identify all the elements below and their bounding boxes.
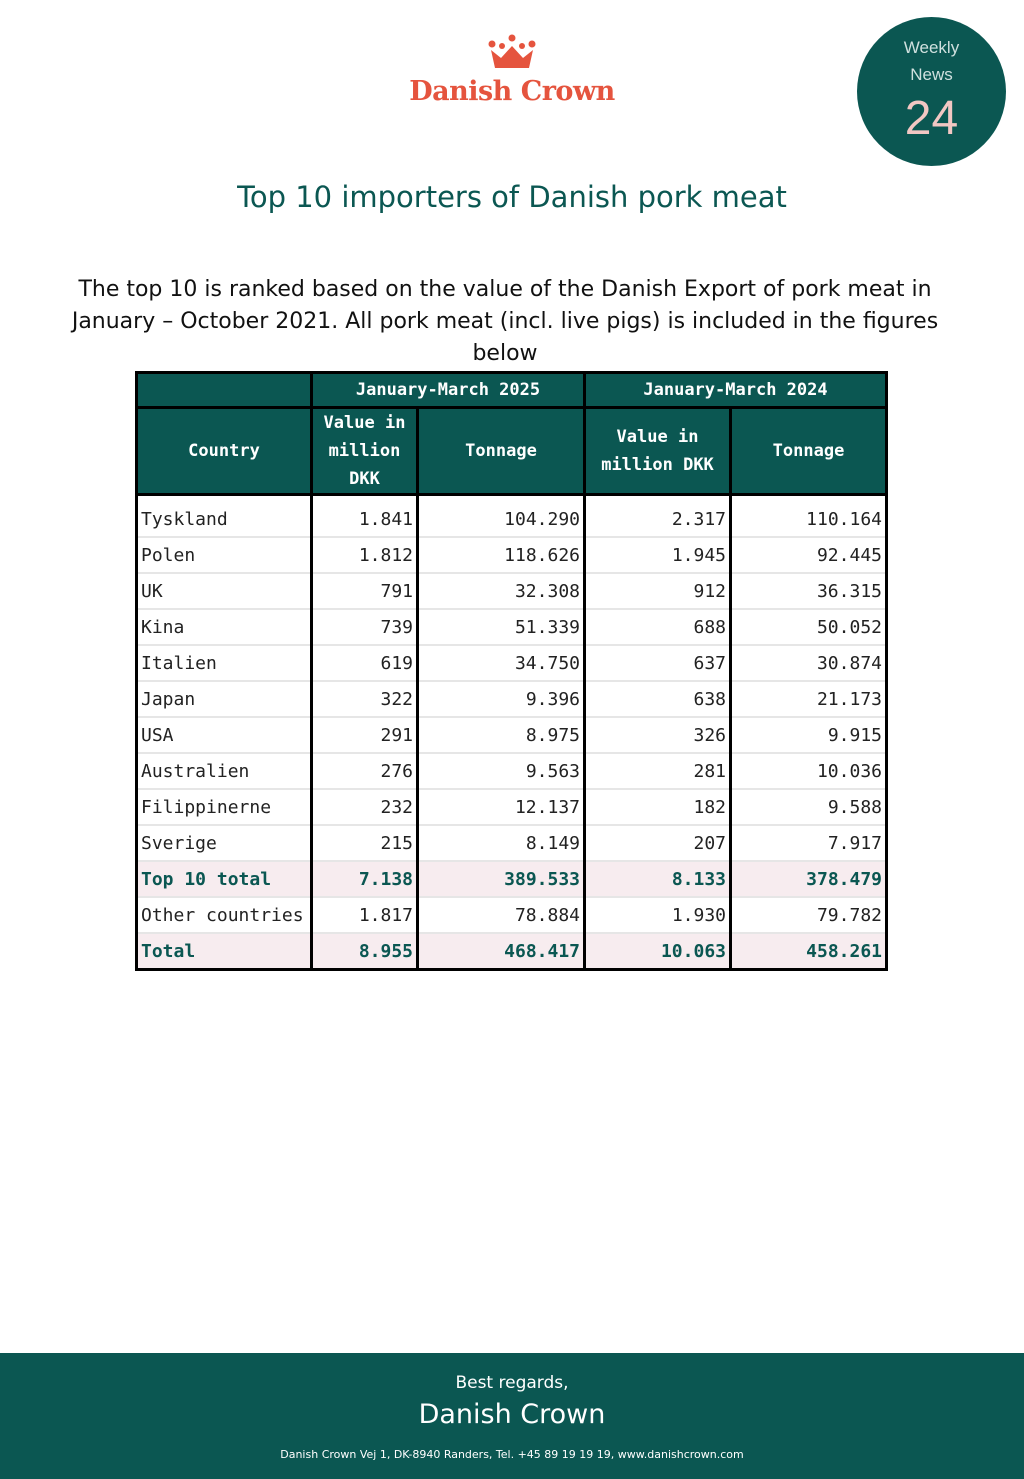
country-cell: Other countries <box>137 897 312 933</box>
tonnage-2024-cell: 110.164 <box>731 502 887 537</box>
top10-total-row <box>137 861 887 897</box>
table-row <box>137 537 887 573</box>
period-2024-header: January-March 2024 <box>585 373 887 408</box>
country-cell: Sverige <box>137 825 312 861</box>
tonnage-2025-cell: 468.417 <box>418 933 585 970</box>
country-cell: Kina <box>137 609 312 645</box>
country-cell: USA <box>137 717 312 753</box>
tonnage-2024-cell: 21.173 <box>731 681 887 717</box>
tonnage-2024-cell: 30.874 <box>731 645 887 681</box>
tonnage-2025-cell: 12.137 <box>418 789 585 825</box>
tonnage-2024-cell: 458.261 <box>731 933 887 970</box>
value-2024-cell: 1.945 <box>585 537 731 573</box>
value-2024-cell: 2.317 <box>585 502 731 537</box>
tonnage-2024-cell: 10.036 <box>731 753 887 789</box>
tonnage-2024-cell: 378.479 <box>731 861 887 897</box>
table-row <box>137 789 887 825</box>
header-blank <box>137 373 312 408</box>
country-cell: Tyskland <box>137 502 312 537</box>
value-2025-cell: 1.817 <box>312 897 418 933</box>
tonnage-2025-cell: 32.308 <box>418 573 585 609</box>
table-row <box>137 645 887 681</box>
value-2025-cell: 7.138 <box>312 861 418 897</box>
spacer-row <box>137 495 887 503</box>
country-cell: Total <box>137 933 312 970</box>
tonnage-2025-cell: 51.339 <box>418 609 585 645</box>
value-2024-cell: 8.133 <box>585 861 731 897</box>
tonnage-2025-cell: 9.563 <box>418 753 585 789</box>
tonnage-2025-cell: 8.975 <box>418 717 585 753</box>
value-2025-cell: 215 <box>312 825 418 861</box>
tonnage-2025-cell: 389.533 <box>418 861 585 897</box>
other-countries-row <box>137 897 887 933</box>
tonnage-2025-cell: 118.626 <box>418 537 585 573</box>
value-2024-cell: 912 <box>585 573 731 609</box>
tonnage-2024-cell: 9.588 <box>731 789 887 825</box>
country-cell: Filippinerne <box>137 789 312 825</box>
tonnage-2024-cell: 50.052 <box>731 609 887 645</box>
footer-address[interactable]: Danish Crown Vej 1, DK-8940 Randers, Tel. +45 89 19 19 19, www.danishcrown.com <box>280 1448 744 1461</box>
country-cell: Top 10 total <box>137 861 312 897</box>
value-2025-cell: 8.955 <box>312 933 418 970</box>
value-2025-header: Value in million DKK <box>312 408 418 495</box>
value-2024-cell: 207 <box>585 825 731 861</box>
value-2024-cell: 637 <box>585 645 731 681</box>
table-row <box>137 753 887 789</box>
table-row <box>137 825 887 861</box>
tonnage-2024-cell: 92.445 <box>731 537 887 573</box>
tonnage-2025-cell: 104.290 <box>418 502 585 537</box>
tonnage-2024-header: Tonnage <box>731 408 887 495</box>
crown-icon <box>485 34 539 70</box>
value-2024-cell: 638 <box>585 681 731 717</box>
value-2025-cell: 619 <box>312 645 418 681</box>
footer-company: Danish Crown <box>418 1399 606 1430</box>
value-2024-cell: 688 <box>585 609 731 645</box>
tonnage-2024-cell: 79.782 <box>731 897 887 933</box>
value-2024-cell: 1.930 <box>585 897 731 933</box>
page-title: Top 10 importers of Danish pork meat <box>237 180 787 214</box>
period-2025-header: January-March 2025 <box>312 373 585 408</box>
country-cell: Polen <box>137 537 312 573</box>
value-2024-header: Value in million DKK <box>585 408 731 495</box>
table-row <box>137 609 887 645</box>
brand-name: Danish Crown <box>409 76 615 107</box>
country-cell: Australien <box>137 753 312 789</box>
footer-regards: Best regards, <box>455 1373 569 1393</box>
footer <box>0 1353 1024 1479</box>
country-cell: Italien <box>137 645 312 681</box>
value-2025-cell: 322 <box>312 681 418 717</box>
table-row <box>137 502 887 537</box>
badge-number: 24 <box>904 92 959 145</box>
tonnage-2025-header: Tonnage <box>418 408 585 495</box>
value-2025-cell: 1.812 <box>312 537 418 573</box>
table-row <box>137 573 887 609</box>
table-row <box>137 717 887 753</box>
tonnage-2024-cell: 36.315 <box>731 573 887 609</box>
country-header: Country <box>137 408 312 495</box>
value-2024-cell: 10.063 <box>585 933 731 970</box>
grand-total-row <box>137 933 887 970</box>
importers-table <box>135 371 888 971</box>
value-2025-cell: 791 <box>312 573 418 609</box>
value-2025-cell: 739 <box>312 609 418 645</box>
value-2025-cell: 232 <box>312 789 418 825</box>
intro-text: The top 10 is ranked based on the value of the Danish Export of pork meat in January – October 2021. All pork meat (incl. live pigs) is included in the figures below <box>71 277 939 366</box>
value-2024-cell: 326 <box>585 717 731 753</box>
badge-weekly: Weekly <box>903 38 960 57</box>
tonnage-2025-cell: 34.750 <box>418 645 585 681</box>
tonnage-2024-cell: 7.917 <box>731 825 887 861</box>
tonnage-2024-cell: 9.915 <box>731 717 887 753</box>
value-2025-cell: 276 <box>312 753 418 789</box>
value-2024-cell: 281 <box>585 753 731 789</box>
weekly-news-badge <box>857 17 1006 166</box>
country-cell: UK <box>137 573 312 609</box>
value-2025-cell: 1.841 <box>312 502 418 537</box>
value-2024-cell: 182 <box>585 789 731 825</box>
country-cell: Japan <box>137 681 312 717</box>
tonnage-2025-cell: 9.396 <box>418 681 585 717</box>
value-2025-cell: 291 <box>312 717 418 753</box>
tonnage-2025-cell: 8.149 <box>418 825 585 861</box>
tonnage-2025-cell: 78.884 <box>418 897 585 933</box>
table-row <box>137 681 887 717</box>
badge-news: News <box>910 65 953 84</box>
